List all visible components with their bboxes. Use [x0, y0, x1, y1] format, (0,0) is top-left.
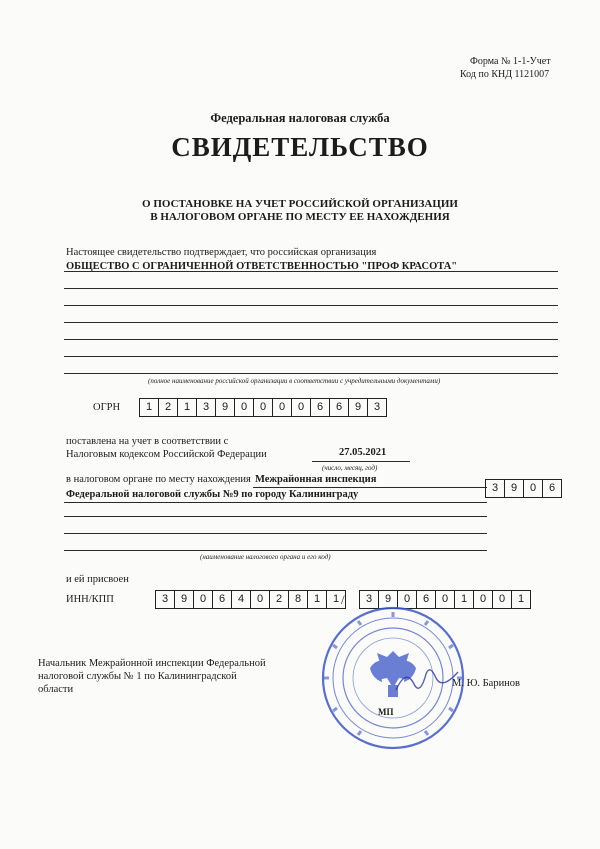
inn-digit: 9: [174, 590, 194, 609]
document-title: СВИДЕТЕЛЬСТВО: [171, 132, 429, 162]
signatory-position-2: налоговой службы № 1 по Калининградской: [38, 671, 237, 682]
tax-code-digit: 0: [523, 479, 543, 498]
ogrn-digit: 6: [310, 398, 330, 417]
ogrn-digit: 6: [329, 398, 349, 417]
kpp-digit: 1: [511, 590, 531, 609]
inn-kpp-label: ИНН/КПП: [66, 594, 114, 605]
subtitle-line-1: О ПОСТАНОВКЕ НА УЧЕТ РОССИЙСКОЙ ОРГАНИЗАЦИИ: [142, 198, 458, 210]
form-number: Форма № 1-1-Учет: [470, 56, 551, 67]
knd-code: Код по КНД 1121007: [460, 69, 550, 80]
subtitle-line-2: В НАЛОГОВОМ ОРГАНЕ ПО МЕСТУ ЕЕ НАХОЖДЕНИЯ: [150, 211, 450, 223]
org-name-line: [64, 305, 558, 306]
inn-kpp-separator: /: [341, 592, 345, 607]
registration-date: 27.05.2021: [339, 447, 387, 458]
kpp-digit: 9: [378, 590, 398, 609]
ogrn-digit: 0: [291, 398, 311, 417]
ogrn-cells: [139, 398, 386, 417]
tax-authority-name-1: Межрайонная инспекция: [255, 474, 377, 485]
kpp-digit: 0: [397, 590, 417, 609]
kpp-digit: 0: [473, 590, 493, 609]
inn-digit: 2: [269, 590, 289, 609]
date-line: [312, 461, 410, 462]
ogrn-digit: 1: [139, 398, 159, 417]
ogrn-digit: 0: [234, 398, 254, 417]
tax-authority-line: [64, 516, 487, 517]
tax-authority-code-cells: [485, 479, 561, 498]
registration-line-2: Налоговым кодексом Российской Федерации: [66, 449, 267, 460]
ogrn-digit: 0: [272, 398, 292, 417]
signatory-name: М. Ю. Баринов: [452, 678, 521, 689]
tax-authority-line: [64, 550, 487, 551]
intro-text: Настоящее свидетельство подтверждает, что российская организация: [66, 247, 377, 258]
mp-mark: МП: [378, 707, 394, 717]
inn-digit: 6: [212, 590, 232, 609]
inn-digit: 0: [250, 590, 270, 609]
kpp-digit: 1: [454, 590, 474, 609]
org-name-line: [64, 356, 558, 357]
tax-authority-caption: (наименование налогового органа и его код): [200, 553, 331, 561]
tax-authority-label: в налоговом органе по месту нахождения: [66, 474, 251, 485]
ogrn-digit: 9: [215, 398, 235, 417]
assigned-label: и ей присвоен: [66, 574, 129, 585]
ogrn-label: ОГРН: [93, 402, 121, 413]
inn-digit: 3: [155, 590, 175, 609]
inn-cells: [155, 590, 345, 609]
tax-code-digit: 9: [504, 479, 524, 498]
tax-authority-line: [64, 533, 487, 534]
signatory-position-3: области: [38, 684, 74, 695]
registration-line-1: поставлена на учет в соответствии с: [66, 436, 229, 447]
ogrn-digit: 1: [177, 398, 197, 417]
ogrn-digit: 3: [367, 398, 387, 417]
ogrn-digit: 2: [158, 398, 178, 417]
kpp-digit: 0: [435, 590, 455, 609]
inn-digit: 1: [326, 590, 346, 609]
kpp-digit: 0: [492, 590, 512, 609]
inn-digit: 8: [288, 590, 308, 609]
tax-authority-line: [253, 487, 487, 488]
tax-code-digit: 3: [485, 479, 505, 498]
agency-name: Федеральная налоговая служба: [210, 111, 390, 125]
kpp-digit: 3: [359, 590, 379, 609]
inn-digit: 1: [307, 590, 327, 609]
org-name-caption: (полное наименование российской организации в соответствии с учредительными документами): [148, 377, 441, 385]
organization-name: ОБЩЕСТВО С ОГРАНИЧЕННОЙ ОТВЕТСТВЕННОСТЬЮ "ПРОФ КРАСОТА": [66, 261, 458, 272]
org-name-line: [64, 288, 558, 289]
signatory-position-1: Начальник Межрайонной инспекции Федеральной: [38, 658, 266, 669]
org-name-line: [64, 373, 558, 374]
kpp-digit: 6: [416, 590, 436, 609]
inn-digit: 4: [231, 590, 251, 609]
ogrn-digit: 3: [196, 398, 216, 417]
tax-authority-name-2: Федеральной налоговой службы №9 по городу Калининграду: [66, 489, 359, 500]
ogrn-digit: 9: [348, 398, 368, 417]
org-name-line: [64, 339, 558, 340]
tax-authority-line: [64, 502, 487, 503]
date-caption: (число, месяц, год): [322, 464, 378, 472]
ogrn-digit: 0: [253, 398, 273, 417]
org-name-line: [64, 271, 558, 272]
inn-digit: 0: [193, 590, 213, 609]
tax-code-digit: 6: [542, 479, 562, 498]
org-name-line: [64, 322, 558, 323]
